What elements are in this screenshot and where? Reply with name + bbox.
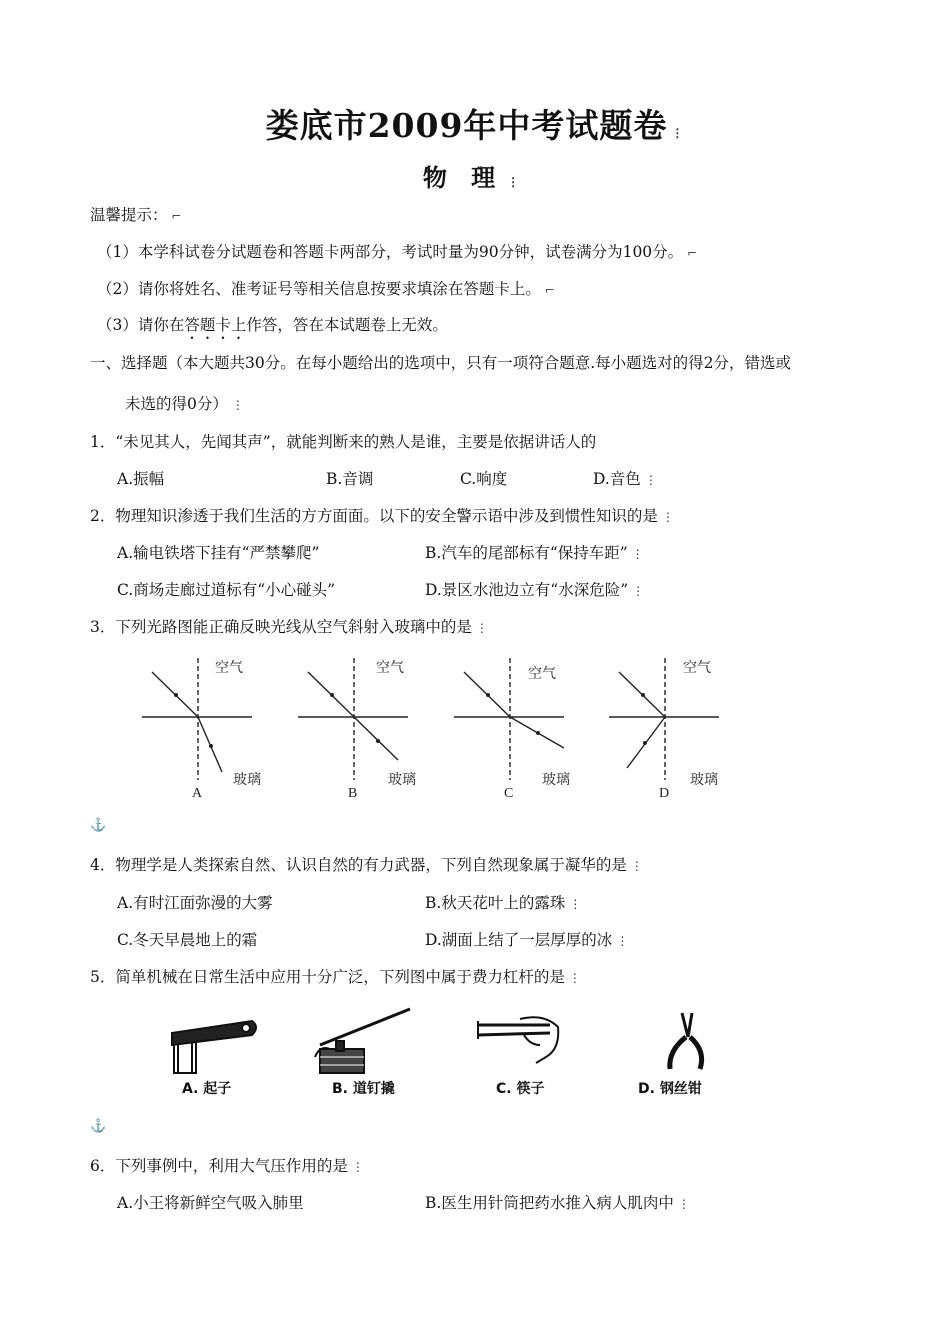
note-item-2 xyxy=(97,277,555,299)
option-text: A.有时江面弥漫的大雾 xyxy=(117,894,273,912)
anchor-icon: ⚓ xyxy=(90,1119,107,1134)
format-mark: ⋮ xyxy=(507,175,528,189)
paragraph-mark: ⌐ xyxy=(544,283,555,297)
stem-text: 6．下列事例中，利用大气压作用的是 xyxy=(90,1157,348,1175)
subject-title xyxy=(0,158,950,193)
q2-option-d xyxy=(425,578,644,600)
format-mark: ⋮ xyxy=(351,1160,364,1174)
format-mark: ⋮ xyxy=(671,126,685,140)
question-6-stem xyxy=(90,1154,364,1176)
panel-c-bottom-label: 玻璃 xyxy=(542,772,570,788)
option-text: A.小王将新鲜空气吸入肺里 xyxy=(117,1194,304,1212)
stem-text: 3．下列光路图能正确反映光线从空气斜射入玻璃中的是 xyxy=(90,618,472,636)
option-text: D.湖面上结了一层厚厚的冰 xyxy=(425,931,613,949)
emphasized-text: 答题卡上 xyxy=(184,316,247,334)
q1-option-b xyxy=(326,467,373,489)
note-item-1 xyxy=(97,240,697,262)
paragraph-mark: ⌐ xyxy=(171,209,182,223)
section-heading xyxy=(90,351,791,373)
panel-a-diagram xyxy=(142,658,252,780)
format-mark: ⋮ xyxy=(616,934,629,948)
subject-text: 物 理 xyxy=(422,163,504,192)
note-text: （2）请你将姓名、准考证号等相关信息按要求填涂在答题卡上。 xyxy=(97,280,541,298)
panel-a-letter: A xyxy=(192,786,203,801)
q4-option-c xyxy=(117,928,257,950)
stem-text: 5．简单机械在日常生活中应用十分广泛，下列图中属于费力杠杆的是 xyxy=(90,968,565,986)
lever-tools-figure xyxy=(160,1005,730,1105)
option-text: A.振幅 xyxy=(117,470,165,488)
option-text: C.响度 xyxy=(460,470,508,488)
question-1-stem xyxy=(90,430,596,452)
panel-a-top-label: 空气 xyxy=(215,660,243,676)
paragraph-mark: ⌐ xyxy=(687,246,698,260)
chopsticks-icon xyxy=(478,1017,558,1063)
panel-b-diagram xyxy=(298,658,408,780)
tool-label-a: A. 起子 xyxy=(182,1081,232,1097)
format-mark: ⋮ xyxy=(568,971,581,985)
question-3-stem xyxy=(90,615,488,637)
option-text: C.商场走廊过道标有“小心碰头” xyxy=(117,581,336,599)
format-mark: ⋮ xyxy=(632,584,645,598)
option-text: B.音调 xyxy=(326,470,374,488)
question-2-stem xyxy=(90,504,674,526)
lever-tools-illustration xyxy=(160,1005,730,1105)
panel-b-bottom-label: 玻璃 xyxy=(388,772,416,788)
notes-heading-text: 温馨提示： xyxy=(90,206,168,224)
panel-b-letter: B xyxy=(348,786,358,801)
option-text: A.输电铁塔下挂有“严禁攀爬” xyxy=(117,544,320,562)
format-mark: ⋮ xyxy=(677,1197,690,1211)
format-mark: ⋮ xyxy=(630,859,643,873)
panel-a-bottom-label: 玻璃 xyxy=(233,772,261,788)
stem-text: 2．物理知识渗透于我们生活的方方面面。以下的安全警示语中涉及到惯性知识的是 xyxy=(90,507,658,525)
option-text: D.景区水池边立有“水深危险” xyxy=(425,581,629,599)
format-mark: ⋮ xyxy=(661,510,674,524)
note-text: （1）本学科试卷分试题卷和答题卡两部分，考试时量为90分钟，试卷满分为100分。 xyxy=(97,243,684,261)
option-text: C.冬天早晨地上的霜 xyxy=(117,931,258,949)
stem-text: 4．物理学是人类探索自然、认识自然的有力武器，下列自然现象属于凝华的是 xyxy=(90,856,627,874)
section-line-1: 一、选择题（本大题共30分。在每小题给出的选项中，只有一项符合题意.每小题选对的得2分，错选或 xyxy=(90,354,792,372)
tool-label-d: D. 钢丝钳 xyxy=(638,1081,702,1097)
anchor-icon: ⚓ xyxy=(90,818,107,833)
note-text: 作答，答在本试题卷上无效。 xyxy=(246,316,448,334)
option-text: B.秋天花叶上的露珠 xyxy=(425,894,566,912)
question-4-stem xyxy=(90,853,643,875)
tool-label-b: B. 道钉撬 xyxy=(332,1081,395,1097)
q4-option-a xyxy=(117,891,273,913)
refraction-diagrams xyxy=(130,650,740,810)
format-mark: ⋮ xyxy=(644,473,657,487)
option-text: B.医生用针筒把药水推入病人肌肉中 xyxy=(425,1194,674,1212)
pliers-icon xyxy=(670,1013,702,1069)
panel-d-top-label: 空气 xyxy=(683,660,711,676)
panel-d-letter: D xyxy=(659,786,670,801)
panel-b-top-label: 空气 xyxy=(376,660,404,676)
stem-text: 1．“未见其人，先闻其声”，就能判断来的熟人是谁，主要是依据讲话人的 xyxy=(90,433,597,451)
format-mark: ⋮ xyxy=(231,398,244,412)
format-mark: ⋮ xyxy=(475,621,488,635)
note-item-3 xyxy=(97,313,448,343)
panel-d-bottom-label: 玻璃 xyxy=(690,772,718,788)
note-text: （3）请你在 xyxy=(97,316,185,334)
page-title xyxy=(0,100,950,147)
q6-option-a xyxy=(117,1191,304,1213)
section-line-2: 未选的得0分） xyxy=(125,395,228,413)
crowbar-icon xyxy=(315,1009,410,1073)
q2-option-a xyxy=(117,541,319,563)
light-refraction-figure xyxy=(130,650,740,810)
panel-c-letter: C xyxy=(504,786,514,801)
q1-option-d xyxy=(593,467,657,489)
option-text: B.汽车的尾部标有“保持车距” xyxy=(425,544,628,562)
question-5-stem xyxy=(90,965,581,987)
title-text: 娄底市2009年中考试题卷 xyxy=(265,106,668,145)
q4-option-b xyxy=(425,891,581,913)
tool-label-c: C. 筷子 xyxy=(496,1081,545,1097)
section-heading-cont xyxy=(125,392,244,414)
q2-option-b xyxy=(425,541,644,563)
q1-option-a xyxy=(117,467,164,489)
format-mark: ⋮ xyxy=(631,547,644,561)
format-mark: ⋮ xyxy=(569,897,582,911)
notes-heading xyxy=(90,203,182,225)
q4-option-d xyxy=(425,928,628,950)
option-text: D.音色 xyxy=(593,470,641,488)
panel-c-top-label: 空气 xyxy=(528,666,556,682)
bottle-opener-icon xyxy=(172,1021,256,1073)
q1-option-c xyxy=(460,467,507,489)
panel-d-diagram xyxy=(609,658,719,780)
q6-option-b xyxy=(425,1191,690,1213)
q2-option-c xyxy=(117,578,335,600)
